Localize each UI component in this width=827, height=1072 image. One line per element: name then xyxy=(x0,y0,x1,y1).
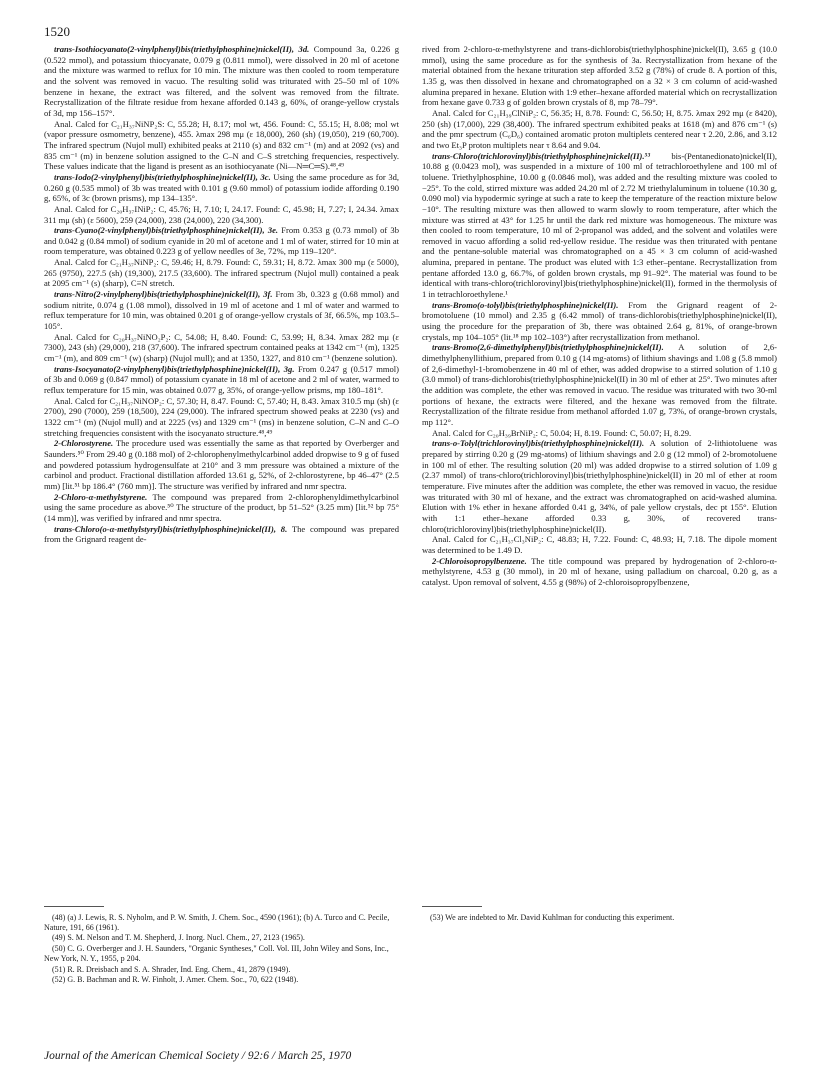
paragraph xyxy=(422,151,777,300)
footnote: (51) R. R. Dreisbach and S. A. Shrader, Ind. Eng. Chem., 41, 2879 (1949). xyxy=(52,964,291,974)
section-heading: trans-o-Tolyl(trichlorovinyl)bis(triethylphosphine)nickel(II). xyxy=(432,438,645,449)
paragraph-text: bis-(Pentanedionato)nickel(II), 10.88 g (0.0423 mol), was suspended in a mixture of 100 ml of tetrachloroethylene and 100 ml of toluene. Triethylphosphine, 10.00 g (0.0846 mol), was added and the resulting mixture was cooled to −25°. To the cold, stirred mixture was added 24.20 ml of 2.72 M triethylaluminum in toluene (10.30 g, 0.090 mol) via hypodermic syringe at such a rate to keep the temperature of the reaction mixture below −10°. The resulting mixture was then allowed to warm slowly to room temperature, after which the mixture was stirred at 43° for 1.25 hr until the dark red mixture was homogeneous. The mixture was then cooled to room temperature, 10 ml of 2-propanol was added, and the solvent and volatiles were removed in vacuo affording a solid red-yellow residue. The residue was then triturated with pentane and the pentane-soluble material was chromatographed on a 45 × 3 cm column of acid-washed alumina, prepared in pentane. The product was eluted with 1:3 ether–pentane. Recrystallization from pentane afforded 13.0 g, 66.7%, of golden brown crystals, mp 91–92°. The material was found to be identical with trans-chloro(trichlorovinyl)bis(triethylphosphine)nickel(II), formed in the thermolysis of 1 in tetrachloroethylene.¹ xyxy=(422,150,777,300)
left-column xyxy=(44,44,399,545)
paragraph xyxy=(422,556,777,588)
paragraph xyxy=(44,332,399,364)
footnote: (52) G. B. Bachman and R. W. Finholt, J. Amer. Chem. Soc., 70, 622 (1948). xyxy=(52,975,299,985)
footnote-rule-left xyxy=(44,906,104,907)
paragraph-text: Compound 3a, 0.226 g (0.522 mmol), and potassium thiocyanate, 0.079 g (0.811 mmol), were dissolved in 20 ml of acetone and the mixture was warmed to reflux for 10 min. The mixture was then cooled to room temperature and the solvent was removed in vacuo. The resulting solid was triturated with 25–50 ml of 10% benzene in hexane, the extract was filtered, and the solvent was removed from the filtrate. Recrystallization of the filtrate residue from hexane afforded 0.143 g, 60%, of orange-yellow crystals of 3d, mp 156–157°. xyxy=(44,44,399,118)
footnotes-left xyxy=(44,913,399,986)
paragraph xyxy=(422,108,777,151)
section-heading: trans-Cyano(2-vinylphenyl)bis(triethylphosphine)nickel(II), 3e. xyxy=(54,225,279,236)
paragraph-text: Anal. Calcd for C₂₀H₃₇NiNO₂P₂: C, 54.08; H, 8.40. Found: C, 53.99; H, 8.34. λmax 282 mμ (ε 7300), 243 (sh) (29,000), 218 (37,600). The infrared spectrum contained peaks at 1342 cm⁻¹ (m), 1325 cm⁻¹ (m), and 809 cm⁻¹ (w) (sharp) (Nujol mull); and at 1350, 1327, and 810 cm⁻¹ (benzene solution). xyxy=(44,331,399,364)
paragraph xyxy=(44,119,399,172)
paragraph xyxy=(422,44,777,108)
right-column xyxy=(422,44,777,587)
paragraph-text: Anal. Calcd for C₂₁H₃₇NiNP₂: C, 59.46; H, 8.79. Found: C, 59.31; H, 8.72. λmax 300 mμ (ε 5000), 265 (9750), 227.5 (sh) (19,300), 217.5 (33,600). The infrared spectrum (Nujol mull) contained a peak at 2095 cm⁻¹ (s) (sharp), C≡N stretch. xyxy=(44,257,399,289)
section-heading: trans-Nitro(2-vinylphenyl)bis(triethylphosphine)nickel(II), 3f. xyxy=(54,289,273,300)
paragraph-text: Anal. Calcd for C₂₁H₃₉ClNiP₂: C, 56.35; H, 8.78. Found: C, 56.50; H, 8.75. λmax 292 mμ (ε 8420), 250 (sh) (17,000), 229 (38,400). The infrared spectrum exhibited peaks at 1618 (m) and 876 cm⁻¹ (s) and the pmr spectrum (C₆D₆) contained aromatic proton multiplets centered near τ 2.20, 2.86, and 3.12 and two Et₃P proton multiplets near τ 8.64 and 9.04. xyxy=(422,107,777,150)
paragraph xyxy=(44,438,399,491)
paragraph xyxy=(44,364,399,396)
footnote-rule-right xyxy=(422,906,482,907)
section-heading: trans-Bromo(o-tolyl)bis(triethylphosphine)nickel(II). xyxy=(432,299,619,310)
paragraph-text: rived from 2-chloro-α-methylstyrene and trans-dichlorobis(triethylphosphine)nickel(II), 3.65 g (10.0 mmol), using the same procedure as for the synthesis of 3a. Recrystallization from hexane of the material obtained from the hexane trituration step afforded 3.52 g (78%) of crude 8. A portion of this, 1.35 g, was then dissolved in hexane and chromatographed on a 32 × 3 cm column of acid-washed alumina prepared in hexane. Elution with 1:9 ether–hexane afforded material which on recrystallization from hexane gave 0.733 g of golden brown crystals of 8, mp 78–79°. xyxy=(422,44,777,108)
paragraph xyxy=(44,396,399,439)
page-number: 1520 xyxy=(44,24,70,39)
paragraph-text: From 0.247 g (0.517 mmol) of 3b and 0.069 g (0.847 mmol) of potassium cyanate in 18 ml of acetone and 2 ml of water, warmed to reflux temperature for 15 min, was obtained 0.077 g, 35%, of orange-yellow prisms, mp 180–181°. xyxy=(44,363,399,395)
section-heading: trans-Chloro(o-α-methylstyryl)bis(triethylphosphine)nickel(II), 8. xyxy=(54,523,288,534)
paragraph-text: From the Grignard reagent of 2-bromotoluene (10 mmol) and 2.35 g (6.42 mmol) of trans-dichlorobis(triethylphosphine)nickel(II), using the procedure for the preparation of 3b, there was obtained 2.64 g, 81%, of orange-brown crystals, mp 104–105° (lit.¹⁸ mp 102–103°) after recrystallization from methanol. xyxy=(422,299,777,342)
paragraph-text: A solution of 2-lithiotoluene was prepared by stirring 0.20 g (29 mg-atoms) of lithium shavings and 2.0 g (12 mmol) of 2-bromotoluene in 100 ml of ether. The resulting solution (20 ml) was added dropwise to a stirred solution of 1.09 g (2.37 mmol) of trans-chloro(trichlorovinyl)bis(triethylphosphine)nickel(II) in 20 ml of ether at room temperature. Five minutes after the addition was complete, the ether was removed in vacuo, the residue was triturated with 30 ml of hexane, and the extract was chromatographed on acid-washed alumina. Elution with 1% ether in hexane afforded 0.41 g, 34%, of pale yellow crystals, dec pt 155°. Elution with 1:1 ether–hexane afforded 0.33 g, 30%, of recovered trans-chloro(trichlorovinyl)bis(triethylphosphine)nickel(II). xyxy=(422,438,777,534)
footnote: (53) We are indebted to Mr. David Kuhlman for conducting this experiment. xyxy=(430,913,675,922)
section-heading: 2-Chloro-α-methylstyrene. xyxy=(54,491,148,502)
paragraph-text: A solution of 2,6-dimethylphenyllithium, prepared from 0.10 g (14 mg-atoms) of lithium shavings and 1.08 g (5.8 mmol) of 2,6-dimethyl-1-bromobenzene in 40 ml of ether, was added dropwise to a stirred solution of 1.10 g (3.0 mmol) of trans-dichlorobis(triethylphosphine)nickel(II) in 30 ml of ether at 25°. Two minutes after the addition was complete, the ether was removed in vacuo. The residue was triturated with two 30-ml portions of hexane, the extracts were filtered, and the hexane was removed from the filtrate. Recrystallization of the filtrate residue from methanol afforded 1.07 g, 73%, of orange-brown crystals, mp 112°. xyxy=(422,342,777,427)
paragraph xyxy=(44,44,399,119)
paragraph xyxy=(422,438,777,534)
footnote: (49) S. M. Nelson and T. M. Shepherd, J. Inorg. Nucl. Chem., 27, 2123 (1965). xyxy=(52,933,305,943)
paragraph xyxy=(44,172,399,204)
section-heading: 2-Chloroisopropylbenzene. xyxy=(432,555,527,566)
paragraph xyxy=(44,257,399,289)
paragraph-text: The title compound was prepared by hydrogenation of 2-chloro-α-methylstyrene, 4.53 g (30 mmol), in 20 ml of hexane, using palladium on charcoal, 0.20 g, as a catalyst. Upon removal of solvent, 4.55 g (98%) of 2-chloroisopropylbenzene, xyxy=(422,555,777,587)
footnotes-right xyxy=(422,913,777,924)
paragraph-text: Anal. Calcd for C₂₁H₃₇Cl₃NiP₂: C, 48.83; H, 7.22. Found: C, 48.93; H, 7.18. The dipole moment was determined to be 1.49 D. xyxy=(422,534,777,555)
paragraph-text: From 3b, 0.323 g (0.68 mmol) and sodium nitrite, 0.074 g (1.08 mmol), dissolved in 19 ml of acetone and 1 ml of water and warmed to reflux temperature for 10 min, was obtained 0.201 g of orange-yellow crystals of 3f, 66.5%, mp 103.5–105°. xyxy=(44,289,399,332)
footnote: (48) (a) J. Lewis, R. S. Nyholm, and P. W. Smith, J. Chem. Soc., 4590 (1961); (b) A. Turco and C. Pecile, Nature, 191, 66 (1961). xyxy=(44,913,390,932)
paragraph-text: The compound was prepared from the Grignard reagent de- xyxy=(44,523,399,545)
paragraph-text: Anal. Calcd for C₂₁H₃₇NiNOP₂: C, 57.30; H, 8.47. Found: C, 57.40; H, 8.43. λmax 310.5 mμ (sh) (ε 2700), 290 (7000), 259 (18,500), 224 (29,000). The infrared spectrum showed peaks at 2230 (vs) and 1322 cm⁻¹ (m) (Nujol mull) and at 2225 (vs) and 1329 cm⁻¹ (ms) in benzene solution, C–N and C–O stretching frequencies consistent with the isocyanato structure.⁴⁸,⁴⁹ xyxy=(44,395,399,438)
paragraph xyxy=(44,225,399,257)
section-heading: trans-Iodo(2-vinylphenyl)bis(triethylphosphine)nickel(II), 3c. xyxy=(54,171,271,182)
paragraph-text: The compound was prepared from 2-chlorophenyldimethylcarbinol using the same procedure as above.⁵⁰ The structure of the product, bp 51–52° (3.25 mm) [lit.⁵² bp 75° (14 mm)], was verified by infrared and nmr spectra. xyxy=(44,491,399,523)
footnote: (50) C. G. Overberger and J. H. Saunders, "Organic Syntheses," Coll. Vol. III, John Wiley and Sons, Inc., New York, N. Y., 1955, p 204. xyxy=(44,944,389,963)
section-heading: trans-Bromo(2,6-dimethylphenyl)bis(triethylphosphine)nickel(II). xyxy=(432,342,664,353)
section-heading: trans-Isothiocyanato(2-vinylphenyl)bis(triethylphosphine)nickel(II), 3d. xyxy=(54,44,310,54)
paragraph-text: Using the same procedure as for 3d, 0.260 g (0.535 mmol) of 3b was treated with 0.101 g (9.60 mmol) of potassium iodide affording 0.190 g, 65%, of 3c (brown prisms), mp 134–135°. xyxy=(44,171,400,204)
paragraph xyxy=(422,300,777,343)
paragraph xyxy=(422,428,777,439)
paragraph xyxy=(44,524,399,545)
paragraph xyxy=(44,204,399,225)
paragraph xyxy=(422,342,777,427)
section-heading: trans-Isocyanato(2-vinylphenyl)bis(triethylphosphine)nickel(II), 3g. xyxy=(54,363,295,374)
paragraph xyxy=(422,534,777,555)
paragraph-text: Anal. Calcd for C₂₀H₃₉BrNiP₂: C, 50.04; H, 8.19. Found: C, 50.07; H, 8.29. xyxy=(432,427,692,438)
paragraph-text: Anal. Calcd for C₂₀H₃₇INiP₂: C, 45.76; H, 7.10; I, 24.17. Found: C, 45.98; H, 7.27; I, 24.34. λmax 311 mμ (sh) (ε 5600), 259 (24,000), 238 (24,000), 220 (34,300). xyxy=(44,203,399,225)
paragraph xyxy=(44,492,399,524)
paragraph-text: The procedure used was essentially the same as that reported by Overberger and Saunders.⁵⁰ From 29.40 g (0.188 mol) of 2-chlorophenylmethylcarbinol added dropwise to 9 g of fused and powdered potassium hydrogensulfate at 210° and 3 mm pressure was obtained a mixture of the carbinol and product. Fractional distillation afforded 13.61 g, 52%, of 2-chlorostyrene, bp 46–47° (2.5 mm) [lit.⁵¹ bp 186.4° (760 mm)]. The structure was verified by infrared and nmr spectra. xyxy=(44,438,399,491)
journal-footer: Journal of the American Chemical Society / 92:6 / March 25, 1970 xyxy=(44,1050,352,1062)
paragraph xyxy=(44,289,399,332)
section-heading: trans-Chloro(trichlorovinyl)bis(triethylphosphine)nickel(II).⁵³ xyxy=(432,150,651,161)
section-heading: 2-Chlorostyrene. xyxy=(54,438,114,449)
paragraph-text: From 0.353 g (0.73 mmol) of 3b and 0.042 g (0.84 mmol) of sodium cyanide in 20 ml of acetone and 1 ml of water, stirred for 10 min at room temperature, was obtained 0.223 g of yellow needles of 3e, 72%, mp 119–120°. xyxy=(44,225,399,257)
paragraph-text: Anal. Calcd for C₂₁H₃₇NiNP₂S: C, 55.28; H, 8.17; mol wt, 456. Found: C, 55.15; H, 8.08; mol wt (vapor pressure osmometry, benzene), 455. λmax 298 mμ (ε 18,000), 260 (sh) (19,050), 219 (60,700). The infrared spectrum (Nujol mull) exhibited peaks at 2110 (s) and 832 cm⁻¹ (m) and at 2092 (vs) and 835 cm⁻¹ (m) in benzene solution assigned to the C–N and C–S stretching frequencies, respectively. These values indicate that the ligand is present as an isothiocyanate (Ni—N═C═S).⁴⁸,⁴⁹ xyxy=(44,118,399,172)
